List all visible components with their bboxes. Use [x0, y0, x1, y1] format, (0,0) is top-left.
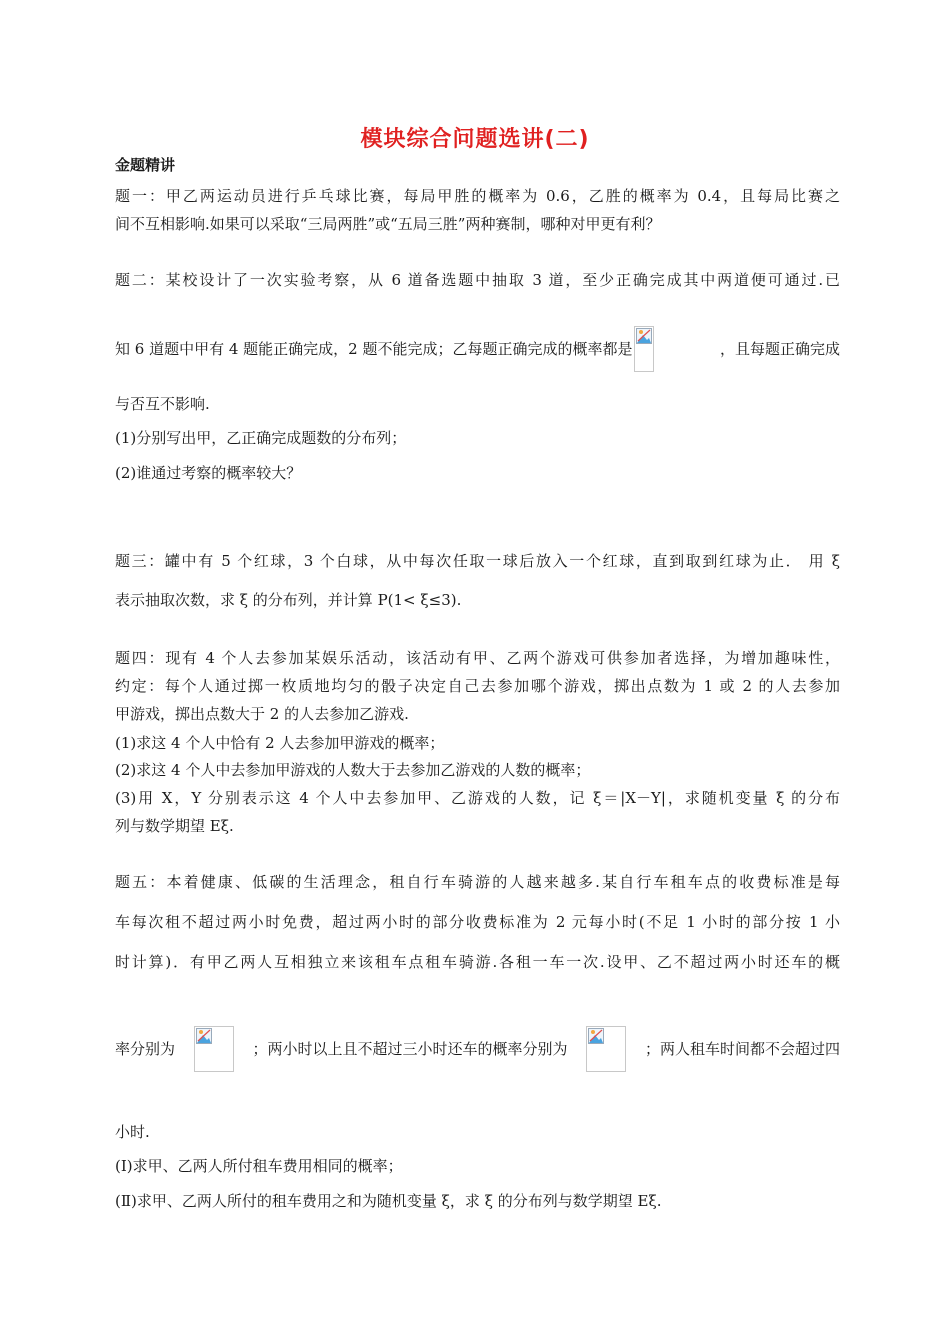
q5-line-4-text-b: ；两小时以上且不超过三小时还车的概率分别为: [252, 1040, 568, 1058]
q3-line-1: 题三：罐中有 5 个红球，3 个白球，从中每次任取一球后放入一个红球，直到取到红球为止． 用 ξ: [115, 552, 840, 570]
section-heading: 金题精讲: [115, 156, 176, 174]
q5-line-5: 小时.: [115, 1123, 150, 1141]
broken-image-icon: [194, 1026, 234, 1072]
q5-line-3: 时计算)．有甲乙两人互相独立来该租车点租车骑游.各租一车一次.设甲、乙不超过两小时还车的概: [115, 953, 840, 971]
q2-line-2-text-a: 知 6 道题中甲有 4 题能正确完成，2 题不能完成；乙每题正确完成的概率都是: [115, 340, 633, 358]
broken-image-icon: [634, 326, 654, 372]
q5-line-4: [115, 1026, 840, 1072]
q4-part-2: (2)求这 4 个人中去参加甲游戏的人数大于去参加乙游戏的人数的概率；: [115, 761, 591, 779]
q4-part-3-line-1: (3)用 X，Y 分别表示这 4 个人中去参加甲、乙游戏的人数，记 ξ＝|X－Y|，求随机变量 ξ 的分布: [115, 789, 840, 807]
broken-image-icon: [586, 1026, 626, 1072]
q5-part-1: (Ⅰ)求甲、乙两人所付租车费用相同的概率；: [115, 1157, 403, 1175]
q4-line-3: 甲游戏，掷出点数大于 2 的人去参加乙游戏.: [115, 705, 409, 723]
q4-line-2: 约定：每个人通过掷一枚质地均匀的骰子决定自己去参加哪个游戏，掷出点数为 1 或 2 的人去参加: [115, 677, 840, 695]
q1-line-2: 间不互相影响.如果可以采取“三局两胜”或“五局三胜”两种赛制，哪种对甲更有利？: [115, 215, 661, 233]
q1-line-1: 题一：甲乙两运动员进行乒乓球比赛，每局甲胜的概率为 0.6，乙胜的概率为 0.4，且每局比赛之: [115, 187, 840, 205]
q2-line-2: [115, 326, 840, 372]
q2-line-2-text-b: ，且每题正确完成: [719, 340, 840, 358]
q5-part-2: (Ⅱ)求甲、乙两人所付的租车费用之和为随机变量 ξ，求 ξ 的分布列与数学期望 Eξ.: [115, 1192, 662, 1210]
q2-part-2: (2)谁通过考察的概率较大？: [115, 464, 302, 482]
q5-line-1: 题五：本着健康、低碳的生活理念，租自行车骑游的人越来越多.某自行车租车点的收费标准是每: [115, 873, 840, 891]
q4-part-1: (1)求这 4 个人中恰有 2 人去参加甲游戏的概率；: [115, 734, 445, 752]
q2-part-1: (1)分别写出甲，乙正确完成题数的分布列；: [115, 429, 407, 447]
q4-line-1: 题四：现有 4 个人去参加某娱乐活动，该活动有甲、乙两个游戏可供参加者选择，为增加趣味性，: [115, 649, 840, 667]
q5-line-4-text-c: ；两人租车时间都不会超过四: [644, 1040, 840, 1058]
q2-line-1: 题二：某校设计了一次实验考察，从 6 道备选题中抽取 3 道，至少正确完成其中两道便可通过.已: [115, 271, 840, 289]
q3-line-2: 表示抽取次数，求 ξ 的分布列，并计算 P(1< ξ≤3).: [115, 591, 462, 609]
q4-part-3-line-2: 列与数学期望 Eξ.: [115, 817, 234, 835]
page-title: 模块综合问题选讲(二): [360, 127, 590, 152]
q2-line-3: 与否互不影响.: [115, 395, 210, 413]
q5-line-2: 车每次租不超过两小时免费，超过两小时的部分收费标准为 2 元每小时(不足 1 小时的部分按 1 小: [115, 913, 840, 931]
q5-line-4-text-a: 率分别为: [115, 1040, 176, 1058]
